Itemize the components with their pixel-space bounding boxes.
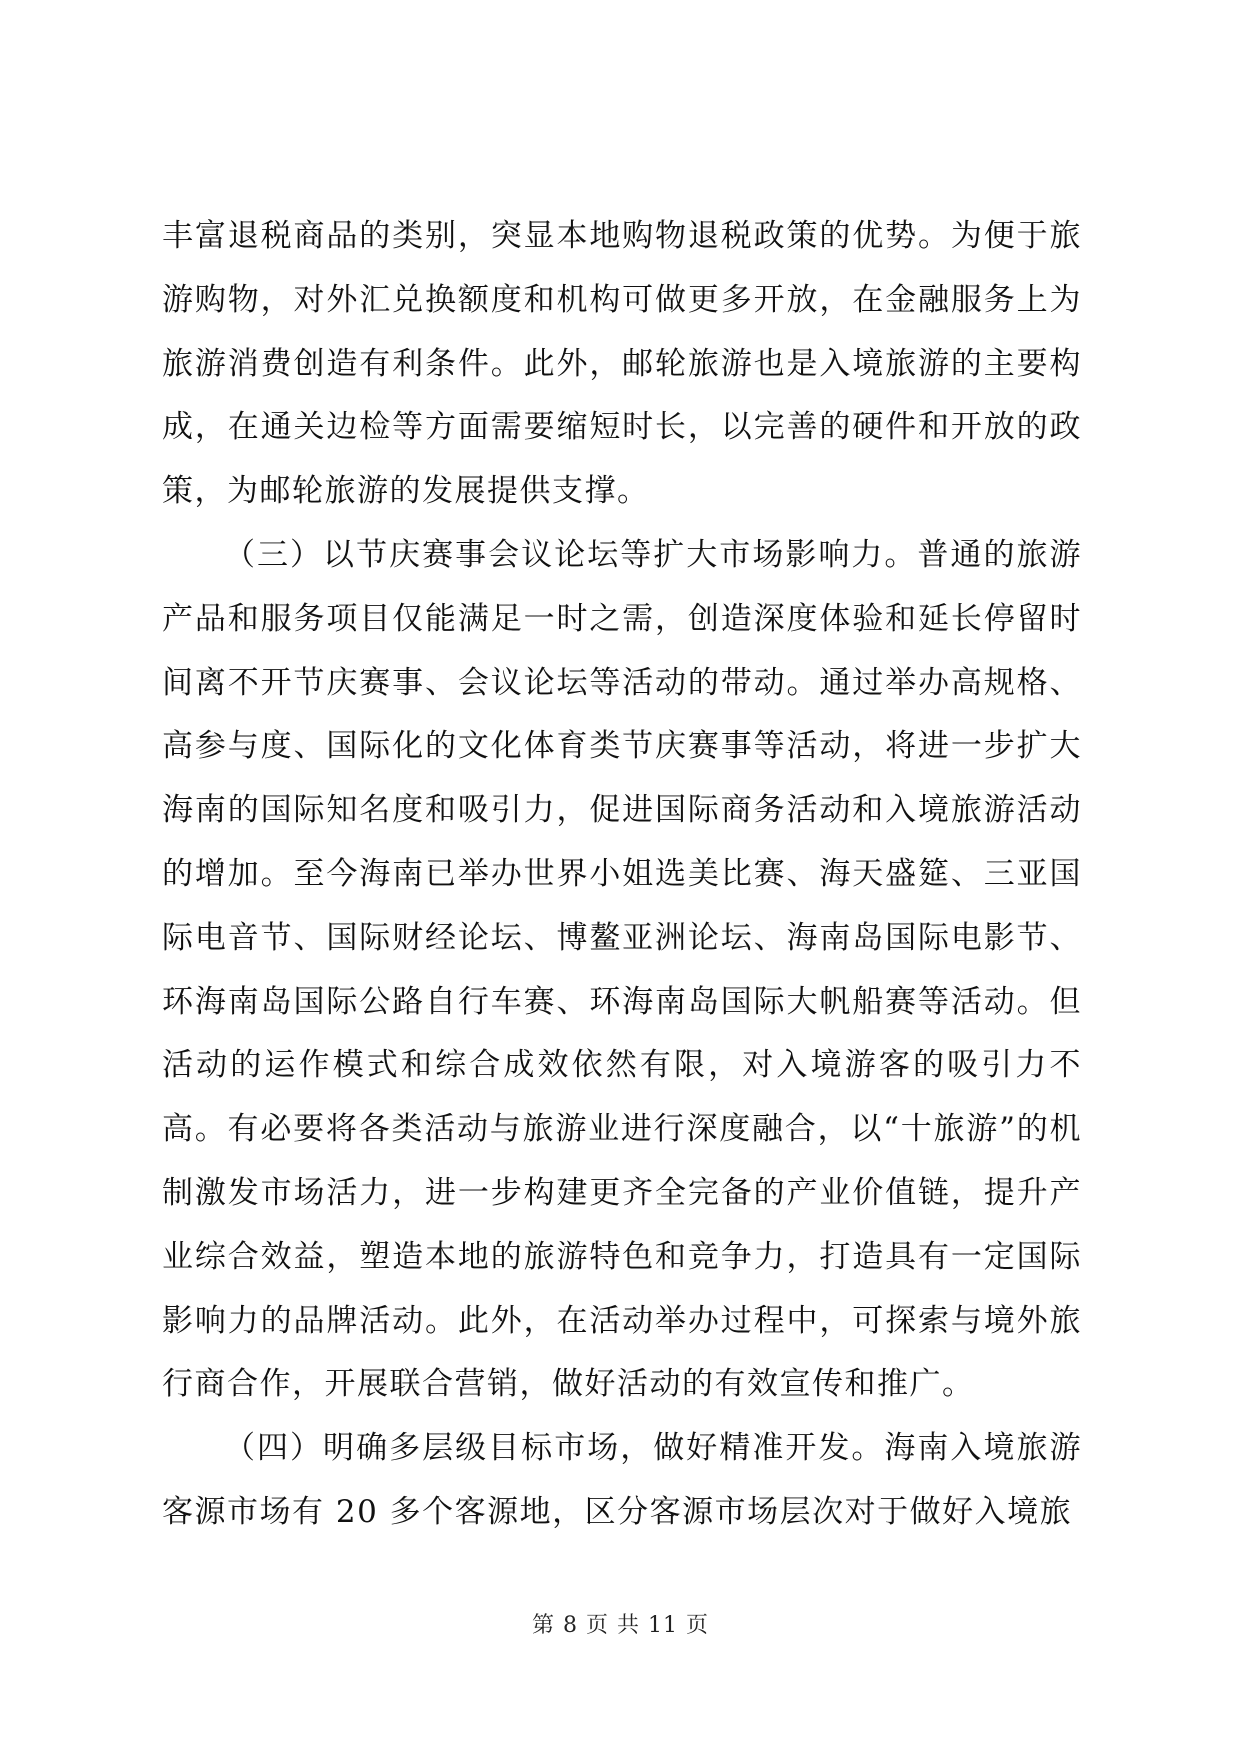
paragraph-section-three: （三）以节庆赛事会议论坛等扩大市场影响力。普通的旅游产品和服务项目仅能满足一时之需，创造深度体验和延长停留时间离不开节庆赛事、会议论坛等活动的带动。通过举办高规格、高参与度、国际化的文化体育类节庆赛事等活动，将进一步扩大海南的国际知名度和吸引力，促进国际商务活动和入境旅游活动的增加。至今海南已举办世界小姐选美比赛、海天盛筵、三亚国际电音节、国际财经论坛、博鳌亚洲论坛、海南岛国际电影节、环海南岛国际公路自行车赛、环海南岛国际大帆船赛等活动。但活动的运作模式和综合成效依然有限，对入境游客的吸引力不高。有必要将各类活动与旅游业进行深度融合，以“十旅游”的机制激发市场活力，进一步构建更齐全完备的产业价值链，提升产业综合效益，塑造本地的旅游特色和竞争力，打造具有一定国际影响力的品牌活动。此外，在活动举办过程中，可探索与境外旅行商合作，开展联合营销，做好活动的有效宣传和推广。 [162, 536, 1082, 1403]
paragraph-continuation: 丰富退税商品的类别，突显本地购物退税政策的优势。为便于旅游购物，对外汇兑换额度和机构可做更多开放，在金融服务上为旅游消费创造有利条件。此外，邮轮旅游也是入境旅游的主要构成，在通关边检等方面需要缩短时长，以完善的硬件和开放的政策，为邮轮旅游的发展提供支撑。 [162, 218, 1082, 510]
page-number-footer: 第 8 页 共 11 页 [532, 1613, 709, 1638]
paragraph-section-four: （四）明确多层级目标市场，做好精准开发。海南入境旅游客源市场有 20 多个客源地，区分客源市场层次对于做好入境旅 [162, 1430, 1082, 1530]
document-body [162, 205, 1082, 1545]
